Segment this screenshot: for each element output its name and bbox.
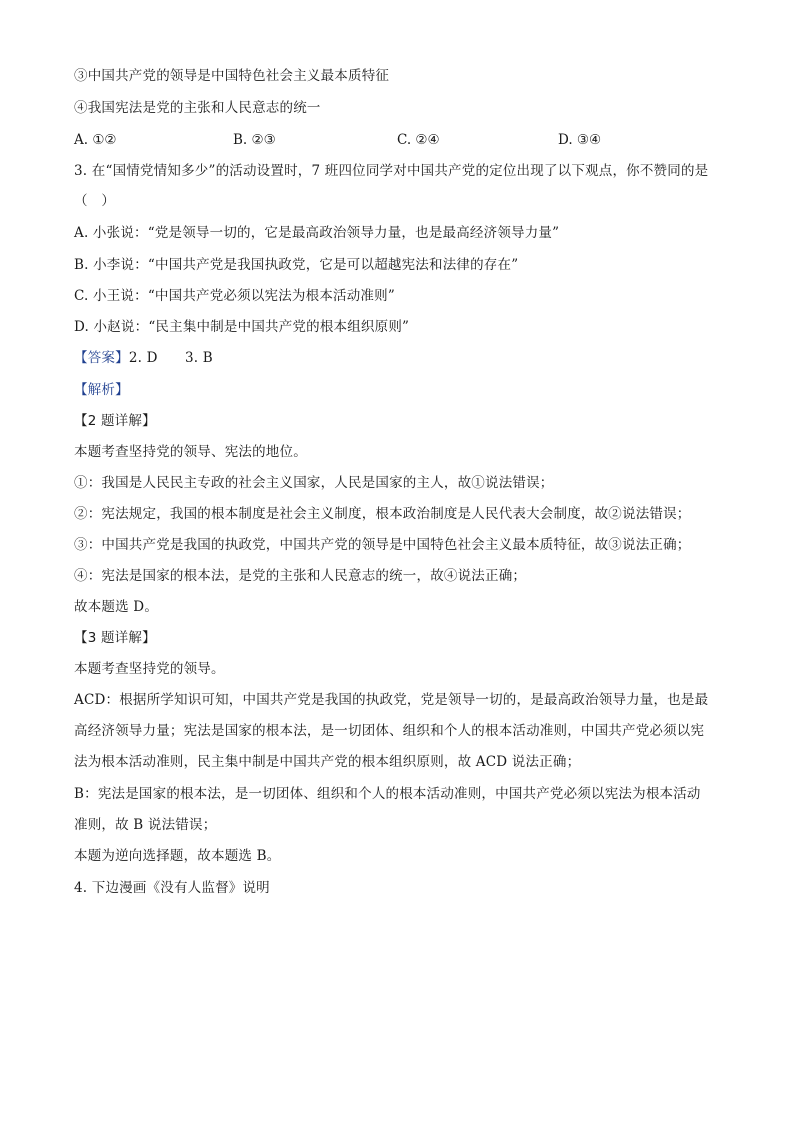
q4-stem: 4. 下边漫画《没有人监督》说明 <box>74 880 270 896</box>
q3-detail-b-line-1: B：宪法是国家的根本法，是一切团体、组织和个人的根本活动准则，中国共产党必须以宪法为根本活动 <box>74 786 701 802</box>
q2-option-c: C. ②④ <box>397 132 440 148</box>
analysis-tag: 【解析】 <box>74 382 129 398</box>
answer-tag: 【答案】 <box>74 350 129 366</box>
q3-detail-header: 【3 题详解】 <box>74 630 156 646</box>
q3-detail-conclusion: 本题为逆向选择题，故本题选 B。 <box>74 848 281 864</box>
q3-option-c: C. 小王说：“中国共产党必须以宪法为根本活动准则” <box>74 288 395 304</box>
q2-detail-header: 【2 题详解】 <box>74 413 156 429</box>
q2-detail-conclusion: 故本题选 D。 <box>74 599 159 615</box>
q3-option-d: D. 小赵说：“民主集中制是中国共产党的根本组织原则” <box>74 319 410 335</box>
q3-detail-b-line-2: 准则，故 B 说法错误； <box>74 817 217 833</box>
q2-statement-3: ③中国共产党的领导是中国特色社会主义最本质特征 <box>74 68 390 84</box>
q2-detail-item-3: ③：中国共产党是我国的执政党，中国共产党的领导是中国特色社会主义最本质特征，故③说法正确； <box>74 537 691 553</box>
q2-detail-intro: 本题考查坚持党的领导、宪法的地位。 <box>74 444 307 460</box>
q3-stem-line-2: （ ） <box>74 193 116 209</box>
q3-option-b: B. 小李说：“中国共产党是我国执政党，它是可以超越宪法和法律的存在” <box>74 257 519 273</box>
q3-detail-intro: 本题考查坚持党的领导。 <box>74 661 225 677</box>
q3-option-a: A. 小张说：“党是领导一切的，它是最高政治领导力量，也是最高经济领导力量” <box>74 225 560 241</box>
q3-detail-acd-line-3: 法为根本活动准则，民主集中制是中国共产党的根本组织原则，故 ACD 说法正确； <box>74 754 581 770</box>
q2-statement-4: ④我国宪法是党的主张和人民意志的统一 <box>74 100 321 116</box>
q2-option-a: A. ①② <box>74 132 117 148</box>
q3-detail-acd-line-2: 高经济领导力量；宪法是国家的根本法，是一切团体、组织和个人的根本活动准则，中国共产党必须以宪 <box>74 723 705 739</box>
q2-option-d: D. ③④ <box>558 132 602 148</box>
analysis-line <box>74 380 129 400</box>
answer-line <box>74 348 213 368</box>
answer-text: 2. D 3. B <box>128 350 213 366</box>
q2-detail-item-1: ①：我国是人民民主专政的社会主义国家，人民是国家的主人，故①说法错误； <box>74 475 554 491</box>
q2-detail-item-4: ④：宪法是国家的根本法，是党的主张和人民意志的统一，故④说法正确； <box>74 568 527 584</box>
q3-detail-acd-line-1: ACD：根据所学知识可知，中国共产党是我国的执政党，党是领导一切的，是最高政治领导力量，也是最 <box>74 692 709 708</box>
q2-detail-item-2: ②：宪法规定，我国的根本制度是社会主义制度，根本政治制度是人民代表大会制度，故②说法错误； <box>74 506 691 522</box>
q2-option-b: B. ②③ <box>233 132 276 148</box>
q3-stem-line-1: 3. 在“国情党情知多少”的活动设置时，7 班四位同学对中国共产党的定位出现了以下观点，你不赞同的是 <box>74 163 709 179</box>
